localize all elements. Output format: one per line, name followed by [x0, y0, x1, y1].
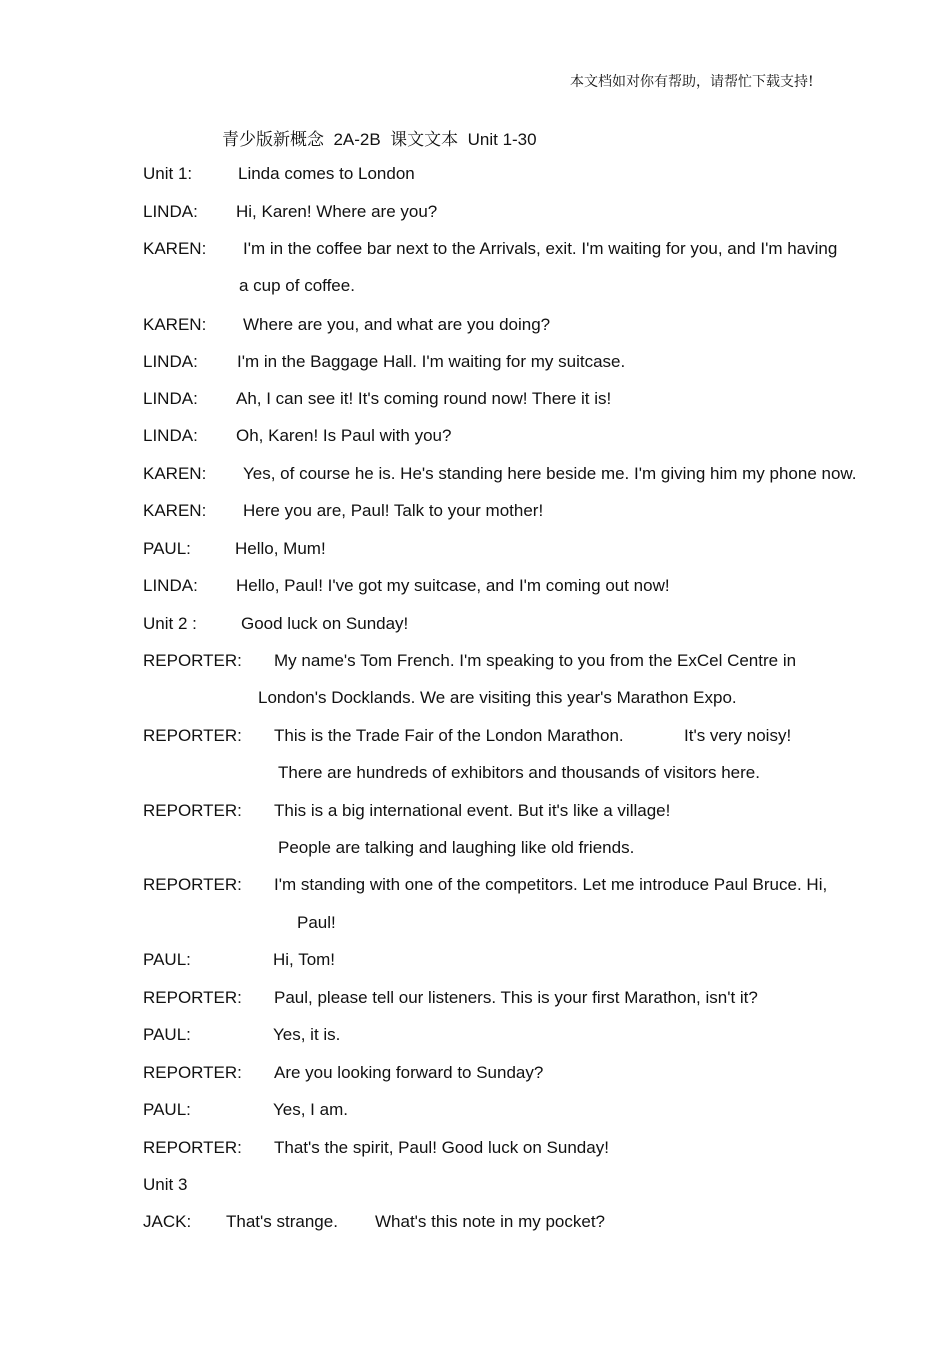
line-text: Yes, of course he is. He's standing here beside me. I'm giving him my phone now.	[243, 464, 857, 483]
line-text: That's strange.	[226, 1212, 338, 1231]
speaker-label: REPORTER:	[143, 1063, 242, 1082]
line-text: Hi, Tom!	[273, 950, 336, 969]
line-text: Where are you, and what are you doing?	[243, 315, 551, 334]
speaker-label: REPORTER:	[143, 1138, 242, 1157]
line-text: Hi, Karen! Where are you?	[236, 202, 438, 221]
speaker-label: Unit 1:	[143, 164, 193, 183]
speaker-label: KAREN:	[143, 315, 207, 334]
speaker-label: KAREN:	[143, 501, 207, 520]
line-text: Paul, please tell our listeners. This is your first Marathon, isn't it?	[274, 988, 758, 1007]
line-text: I'm in the Baggage Hall. I'm waiting for my suitcase.	[237, 352, 626, 371]
speaker-label: Unit 2 :	[143, 614, 197, 633]
speaker-label: JACK:	[143, 1212, 192, 1231]
line-continuation: London's Docklands. We are visiting this year's Marathon Expo.	[258, 688, 737, 707]
line-text: Yes, it is.	[273, 1025, 341, 1044]
line-text: Oh, Karen! Is Paul with you?	[236, 426, 452, 445]
title-subject: 课文文本	[390, 130, 459, 150]
speaker-label: REPORTER:	[143, 875, 242, 894]
line-text: This is a big international event. But it's like a village!	[274, 801, 671, 820]
line-continuation: People are talking and laughing like old friends.	[278, 838, 635, 857]
speaker-label: REPORTER:	[143, 651, 242, 670]
line-text: That's the spirit, Paul! Good luck on Sunday!	[274, 1138, 609, 1157]
line-continuation: a cup of coffee.	[239, 276, 355, 295]
speaker-label: KAREN:	[143, 239, 207, 258]
speaker-label: Unit 3	[143, 1175, 188, 1194]
line-text: I'm standing with one of the competitors. Let me introduce Paul Bruce. Hi,	[274, 875, 828, 894]
speaker-label: REPORTER:	[143, 801, 242, 820]
title-series: 青少版新概念	[222, 130, 324, 150]
speaker-label: PAUL:	[143, 539, 191, 558]
speaker-label: PAUL:	[143, 1025, 191, 1044]
line-text: I'm in the coffee bar next to the Arrivals, exit. I'm waiting for you, and I'm having	[243, 239, 838, 258]
line-text: Hello, Mum!	[235, 539, 326, 558]
line-text-2: It's very noisy!	[684, 726, 792, 745]
speaker-label: LINDA:	[143, 202, 198, 221]
line-text: Ah, I can see it! It's coming round now! There it is!	[236, 389, 612, 408]
line-continuation: Paul!	[297, 913, 336, 932]
download-note: 本文档如对你有帮助，请帮忙下载支持!	[570, 74, 814, 90]
line-text: My name's Tom French. I'm speaking to you from the ExCel Centre in	[274, 651, 797, 670]
line-text: Here you are, Paul! Talk to your mother!	[243, 501, 544, 520]
line-text: Linda comes to London	[238, 164, 415, 183]
line-text: Are you looking forward to Sunday?	[274, 1063, 544, 1082]
line-text: This is the Trade Fair of the London Marathon.	[274, 726, 624, 745]
speaker-label: LINDA:	[143, 576, 198, 595]
speaker-label: PAUL:	[143, 1100, 191, 1119]
speaker-label: LINDA:	[143, 389, 198, 408]
line-text: Hello, Paul! I've got my suitcase, and I'm coming out now!	[236, 576, 670, 595]
line-continuation: There are hundreds of exhibitors and thousands of visitors here.	[278, 763, 760, 782]
line-text: Yes, I am.	[273, 1100, 348, 1119]
speaker-label: PAUL:	[143, 950, 191, 969]
document-title	[222, 125, 537, 150]
speaker-label: LINDA:	[143, 426, 198, 445]
line-text: Good luck on Sunday!	[241, 614, 409, 633]
title-range: Unit 1-30	[467, 130, 537, 149]
speaker-label: REPORTER:	[143, 988, 242, 1007]
line-text-2: What's this note in my pocket?	[375, 1212, 606, 1231]
speaker-label: REPORTER:	[143, 726, 242, 745]
speaker-label: LINDA:	[143, 352, 198, 371]
title-code: 2A-2B	[333, 130, 381, 149]
speaker-label: KAREN:	[143, 464, 207, 483]
